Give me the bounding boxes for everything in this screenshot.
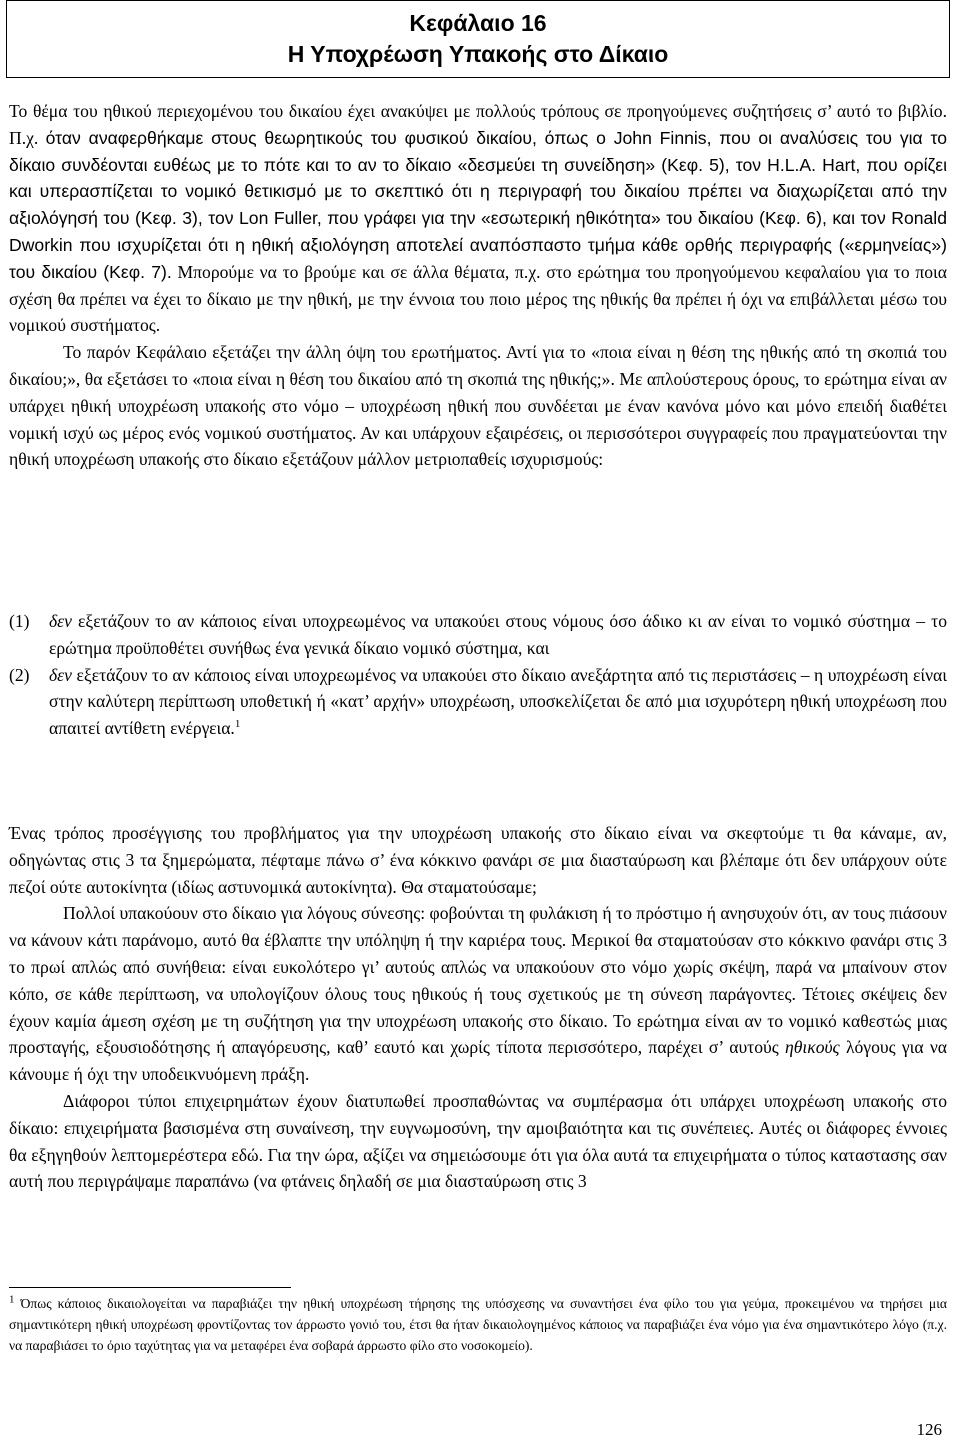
scope-text-c: Με απλούστερους όρους, το ερώτημα είναι αν υπάρχει ηθική υποχρέωση υπακοής στο νόμο – υποχρέωση ηθική που συνδέεται με έναν κανόνα μόνο και μόνο επειδή διαθέτει νομική ισχύ ως μέρος ενός νομικού συστήματος. [9,368,948,443]
footnote [9,1293,947,1356]
prudence-text-b: Μερικοί θα σταματούσαν στο κόκκινο φανάρι στις 3 το πρωί απλώς από συνήθεια: είναι ευκολότερο γι’ αυτούς απλώς να υπακούουν στο νόμο χωρίς σκέψη, παρά να μπαίνουν στον κόπο, σε κάθε περίπτωση, να υπολογίζουν όλους τους ηθικούς ή τους σχετικούς με τη σύνεση παράγοντες. Τέτοιες σκέψεις δεν έχουν καμία άμεση σχέση με τη συζήτηση για την υποχρέωση υπακοής στο δίκαιο. Το ερώτημα είναι αν το νομικό καθεστώς μιας προσταγής, εξουσιοδότησης ή απαγόρευσης, καθ’ εαυτό και χωρίς τίποτα περισσότερο, παρέχει σ’ αυτούς [9,930,947,1058]
list-item-text: εξετάζουν το αν κάποιος είναι υποχρεωμένος να υπακούει στο δίκαιο ανεξάρτητα από τις περιστάσεις – η υποχρέωση είναι στην καλύτερη περίπτωση υποθετική ή «κατ’ αρχήν» υποχρέωση, υποσκελίζεται δε από μια ισχυρότερη ηθική υποχρέωση που απαιτεί αντίθετη ενέργεια. [49,664,947,739]
paragraph-intro [9,98,947,339]
scope-text-b: Αντί για το «ποια είναι η θέση της ηθικής από τη σκοπιά του δικαίου;», θα εξετάσει το «ποια είναι η θέση του δικαίου από τη σκοπιά της ηθικής;». [9,342,947,389]
prudence-text-c: λόγους για να κάνουμε ή όχι την υποδεικνυόμενη πράξη. [9,1037,948,1085]
prudence-text-a: Πολλοί υπακούουν στο δίκαιο για λόγους σύνεσης: φοβούνται τη φυλάκιση ή το πρόστιμο ή ανησυχούν ότι, αν τους πιάσουν να κάνουν κάτι παράνομο, αυτό θα έβλαπτε την υπόληψη ή την καριέρα τους. [9,903,947,951]
scope-text-a: Το παρόν Κεφάλαιο εξετάζει την άλλη όψη του ερωτήματος. [63,342,502,363]
claims-list [9,608,947,742]
discussion-section [9,820,947,1195]
arguments-text-b: Αυτές οι διάφορες έννοιες θα εξηγηθούν λεπτομερέστερα εδώ. Για την ώρα, αξίζει να σημειώσουμε ότι για όλα αυτά τα επιχειρήματα ο τύπος καταστασης σαν αυτή που περιγράψαμε παραπάνω (να φτάνεις δηλαδή σε μια διασταύρωση στις 3 [9,1117,947,1192]
chapter-header [6,0,950,78]
list-item-negation: δεν [49,611,72,631]
page-number: 126 [916,1420,942,1439]
intro-text-b: όταν αναφερθήκαμε στους θεωρητικούς του φυσικού δικαίου, όπως ο John Finnis, που οι αναλύσεις του για το δίκαιο συνδέονται ευθέως με το πότε και το αν το δίκαιο «δεσμεύει τη συνείδηση» (Κεφ. 5), τον H.L.A. Hart, που ορίζει και υπερασπίζεται το νομικό θετικισμό με το σκεπτικό ότι η περιγραφή του δικαίου πρέπει να διαχωρίζεται από την αξιολόγησή του (Κεφ. 3), τον Lon Fuller, που γράφει για την «εσωτερική ηθικότητα» του δικαίου (Κεφ. 6), και τον Ronald Dworkin που ισχυρίζεται ότι η ηθική αξιολόγηση αποτελεί αναπόσπαστο τμήμα κάθε ορθής περιγραφής («ερμηνείας») του δικαίου (Κεφ. 7). [9,127,947,282]
scope-text-d: Αν και υπάρχουν εξαιρέσεις, οι περισσότεροι συγγραφείς που πραγματεύονται την ηθική υποχρέωση υπακοής στο δίκαιο εξετάζουν μάλλον μετριοπαθείς ισχυρισμούς: [9,422,947,470]
chapter-title: Η Υποχρέωση Υπακοής στο Δίκαιο [287,41,669,67]
chapter-number: Κεφάλαιο 16 [409,10,547,36]
intro-section [9,98,947,473]
arguments-text-a: Διάφοροι τύποι επιχειρημάτων έχουν διατυπωθεί προσπαθώντας να συμπέρασμα ότι υπάρχει υποχρέωση υπακοής στο δίκαιο: επιχειρήματα βασισμένα στη συναίνεση, την ευγνωμοσύνη, την αμοιβαιότητα και τις συνέπειες. [9,1090,947,1138]
paragraph-red-light: Ένας τρόπος προσέγγισης του προβλήματος για την υποχρέωση υπακοής στο δίκαιο είναι να σκεφτούμε τι θα κάναμε, αν, οδηγώντας στις 3 τα ξημερώματα, πέφταμε πάνω σ’ ένα κόκκινο φανάρι σε μια διασταύρωση και βλέπαμε ότι δεν υπάρχουν ούτε πεζοί ούτε αυτοκίνητα (ιδίως αστυνομικά αυτοκίνητα). Θα σταματούσαμε; [9,823,947,897]
list-item-number: (1) [9,611,30,631]
list-item-text: εξετάζουν το αν κάποιος είναι υποχρεωμένος να υπακούει στους νόμους όσο άδικο κι αν είναι το νομικό σύστημα – το ερώτημα προϋποθέτει συνήθως ένα γενικά δίκαιο νομικό σύστημα, και [49,611,947,658]
footnote-reference: 1 [234,718,241,731]
list-item-negation: δεν [49,664,72,685]
intro-text-c: Μπορούμε να το βρούμε και σε άλλα θέματα, π.χ. στο ερώτημα του προηγούμενου κεφαλαίου για το ποια σχέση θα πρέπει να έχει το δίκαιο με την ηθική, με την έννοια του ποιο μέρος της ηθικής θα πρέπει ή όχι να επιβάλλεται μέσω του νομικού συστήματος. [9,261,948,336]
footnote-mark: 1 [9,1293,15,1306]
paragraph-prudence [9,900,947,1088]
paragraph-arguments [9,1088,947,1195]
footnote-text: Όπως κάποιος δικαιολογείται να παραβιάζει την ηθική υποχρέωση τήρησης της υπόσχεσης να συναντήσει ένα φίλο του για γεύμα, προκειμένου να τηρήσει μια σημαντικότερη ηθική υποχρέωση φροντίζοντας τον άρρωστο γονιό του, έτσι θα ήταν δικαιολογημένος κάποιος να παραβιάζει ένα νόμο για ένα σημαντικότερο λόγο (π.χ. να παραβιάσει το όριο ταχύτητας για να μεταφέρει ένα σοβαρά άρρωστο φίλο στο νοσοκομείο). [9,1296,947,1353]
list-item [9,608,947,662]
prudence-emphasis: ηθικούς [784,1037,840,1058]
paragraph-chapter-scope [9,339,947,473]
list-item [9,662,947,742]
list-item-number: (2) [9,664,30,685]
footnote-divider [9,1287,291,1288]
intro-text-a: Το θέμα του ηθικού περιεχομένου του δικαίου έχει ανακύψει με πολλούς τρόπους σε προηγούμενες συζητήσεις σ’ αυτό το βιβλίο. Π.χ. [9,101,947,148]
